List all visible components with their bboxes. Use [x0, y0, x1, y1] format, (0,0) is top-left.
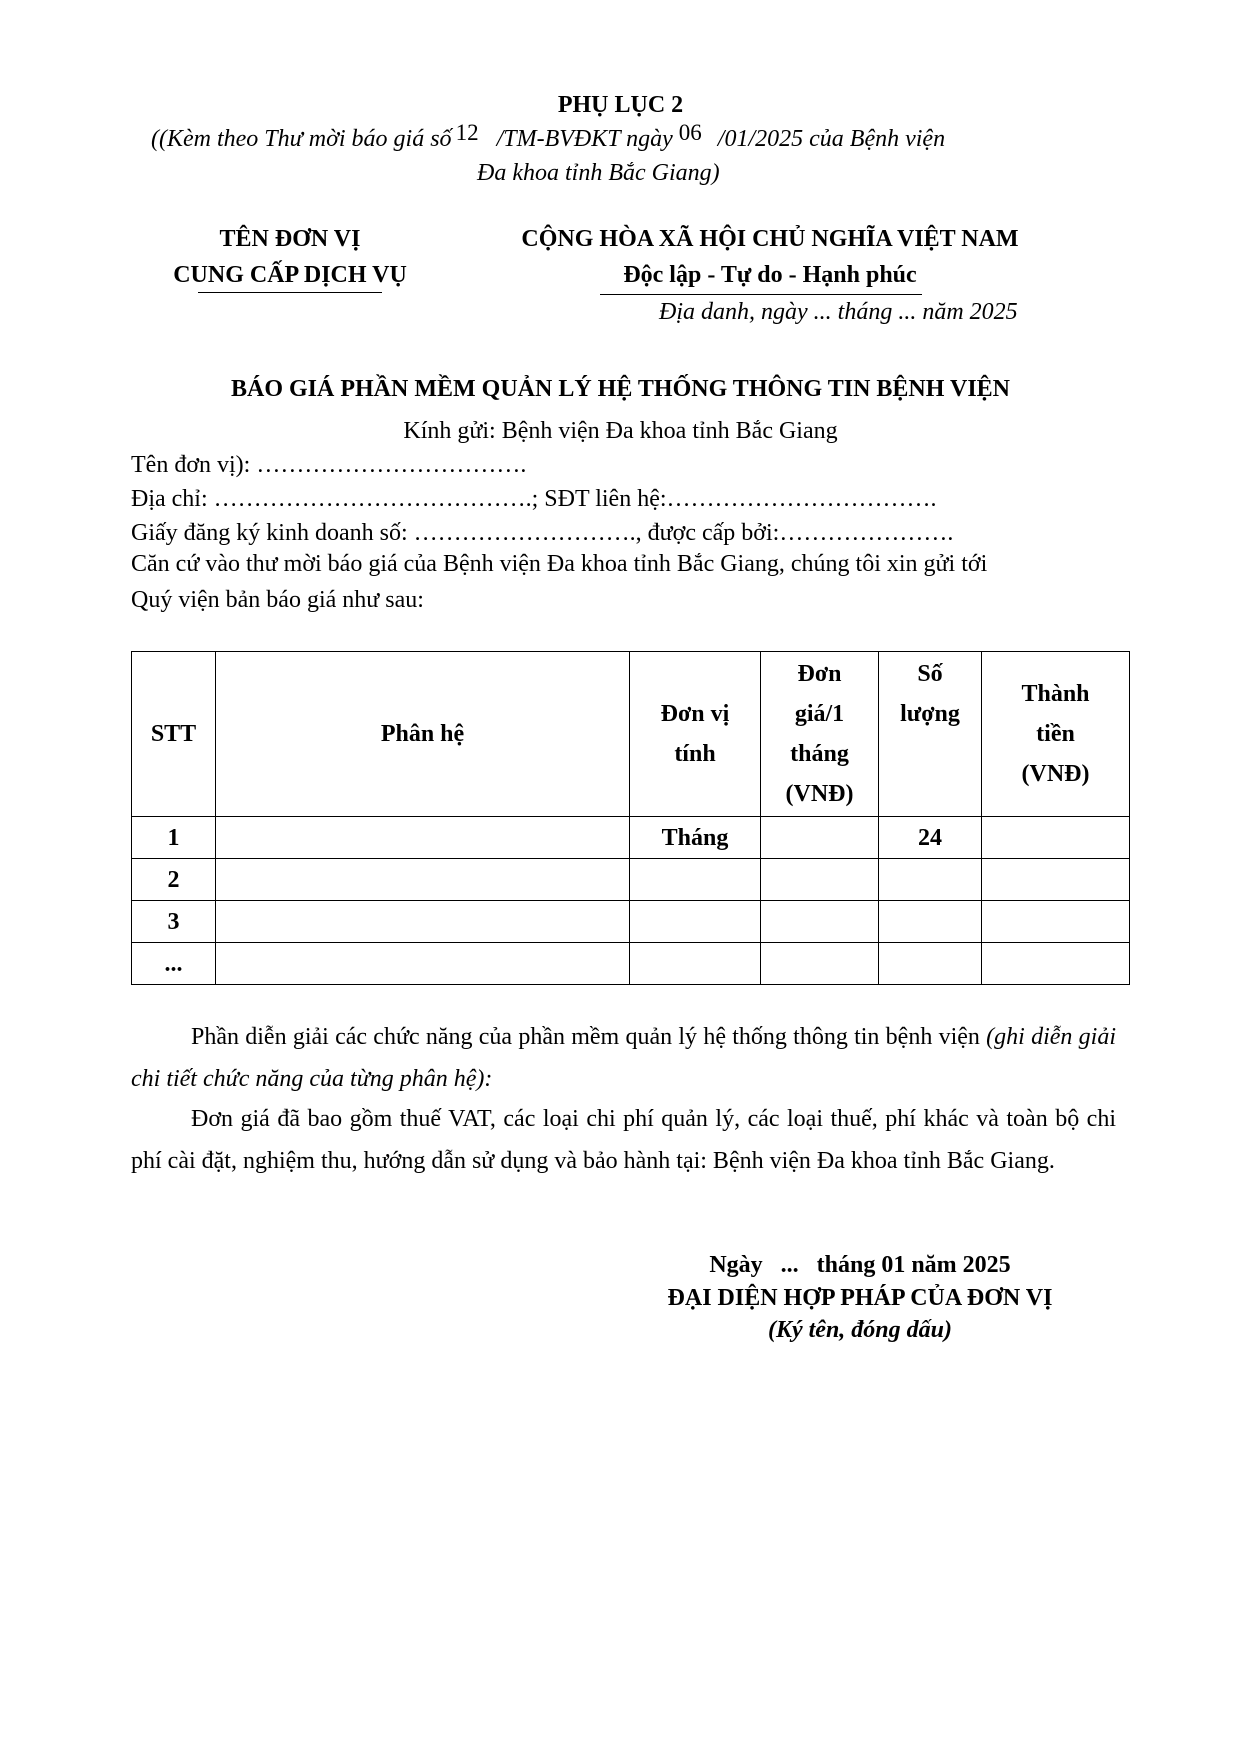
cell-unit — [630, 901, 761, 943]
table-row — [132, 859, 1130, 901]
cell-total — [982, 817, 1130, 859]
addressee: Kính gửi: Bệnh viện Đa khoa tỉnh Bắc Giang — [403, 418, 838, 444]
cell-total — [982, 901, 1130, 943]
cell-quantity — [879, 943, 982, 985]
quote-table — [131, 651, 1130, 985]
col-header-unit-price: Đơn giá/1 tháng (VNĐ) — [761, 652, 879, 817]
col-header-total: Thành tiền (VNĐ) — [982, 652, 1130, 817]
signature-title: ĐẠI DIỆN HỢP PHÁP CỦA ĐƠN VỊ — [667, 1285, 1053, 1311]
motto-underline — [600, 294, 922, 295]
signature-date: Ngày ... tháng 01 năm 2025 — [709, 1252, 1011, 1278]
intro-line-2: Quý viện bản báo giá như sau: — [131, 587, 424, 613]
signature-note: (Ký tên, đóng dấu) — [767, 1317, 952, 1343]
attachment-prefix: ((Kèm theo Thư mời báo giá số — [151, 126, 452, 152]
provider-underline — [198, 292, 382, 293]
intro-line-1: Căn cứ vào thư mời báo giá của Bệnh viện Đa khoa tỉnh Bắc Giang, chúng tôi xin gửi tới — [131, 551, 988, 577]
cell-module — [216, 943, 630, 985]
cell-unit-price — [761, 943, 879, 985]
cell-quantity — [879, 901, 982, 943]
national-title: CỘNG HÒA XÃ HỘI CHỦ NGHĨA VIỆT NAM — [521, 226, 1019, 252]
cell-total — [982, 943, 1130, 985]
cell-quantity — [879, 859, 982, 901]
cell-unit-price — [761, 859, 879, 901]
col-header-module: Phân hệ — [216, 652, 630, 817]
table-row — [132, 943, 1130, 985]
cell-module — [216, 901, 630, 943]
cell-unit-price — [761, 817, 879, 859]
cell-stt: ... — [132, 943, 216, 985]
quote-title: BÁO GIÁ PHẦN MỀM QUẢN LÝ HỆ THỐNG THÔNG TIN BỆNH VIỆN — [231, 376, 1010, 402]
col-header-quantity: Số lượng — [879, 652, 982, 817]
cell-unit: Tháng — [630, 817, 761, 859]
address-line: Địa chỉ: ………………………………….; SĐT liên hệ:……………………………. — [131, 486, 937, 512]
attachment-mid: /TM-BVĐKT ngày — [496, 126, 673, 152]
functions-paragraph — [131, 1016, 1116, 1100]
cell-stt: 1 — [132, 817, 216, 859]
cell-quantity: 24 — [879, 817, 982, 859]
cell-unit — [630, 943, 761, 985]
attachment-line-2: Đa khoa tỉnh Bắc Giang) — [477, 160, 720, 186]
cell-unit — [630, 859, 761, 901]
col-header-unit: Đơn vị tính — [630, 652, 761, 817]
doc-day: 06 — [678, 120, 702, 145]
cell-unit-price — [761, 901, 879, 943]
appendix-title: PHỤ LỤC 2 — [557, 92, 684, 118]
unit-name-line: Tên đơn vị): ……………………………. — [131, 452, 527, 478]
attachment-line-1 — [151, 120, 946, 154]
license-line: Giấy đăng ký kinh doanh số: ………………………., được cấp bởi:…………………. — [131, 520, 954, 546]
table-header-row — [132, 652, 1130, 817]
cell-total — [982, 859, 1130, 901]
cell-module — [216, 817, 630, 859]
table-row — [132, 901, 1130, 943]
cell-stt: 3 — [132, 901, 216, 943]
national-motto: Độc lập - Tự do - Hạnh phúc — [623, 262, 917, 288]
attachment-suffix: /01/2025 của Bệnh viện — [717, 126, 946, 152]
table-row — [132, 817, 1130, 859]
provider-label-line-2: CUNG CẤP DỊCH VỤ — [173, 262, 407, 288]
doc-number: 12 — [455, 120, 479, 145]
price-note: Đơn giá đã bao gồm thuế VAT, các loại chi phí quản lý, các loại thuế, phí khác và toàn bộ chi phí cài đặt, nghiệm thu, hướng dẫn sử dụng và bảo hành tại: Bệnh viện Đa khoa tỉnh Bắc Giang. — [131, 1106, 1116, 1174]
functions-hint: (ghi diễn giải chi tiết chức năng của từng phân hệ): — [131, 1024, 1117, 1092]
functions-line: Phần diễn giải các chức năng của phần mềm quản lý hệ thống thông tin bệnh viện — [191, 1024, 980, 1050]
cell-stt: 2 — [132, 859, 216, 901]
cell-module — [216, 859, 630, 901]
provider-label-line-1: TÊN ĐƠN VỊ — [219, 226, 361, 252]
place-date: Địa danh, ngày ... tháng ... năm 2025 — [659, 299, 1018, 325]
col-header-stt: STT — [132, 652, 216, 817]
